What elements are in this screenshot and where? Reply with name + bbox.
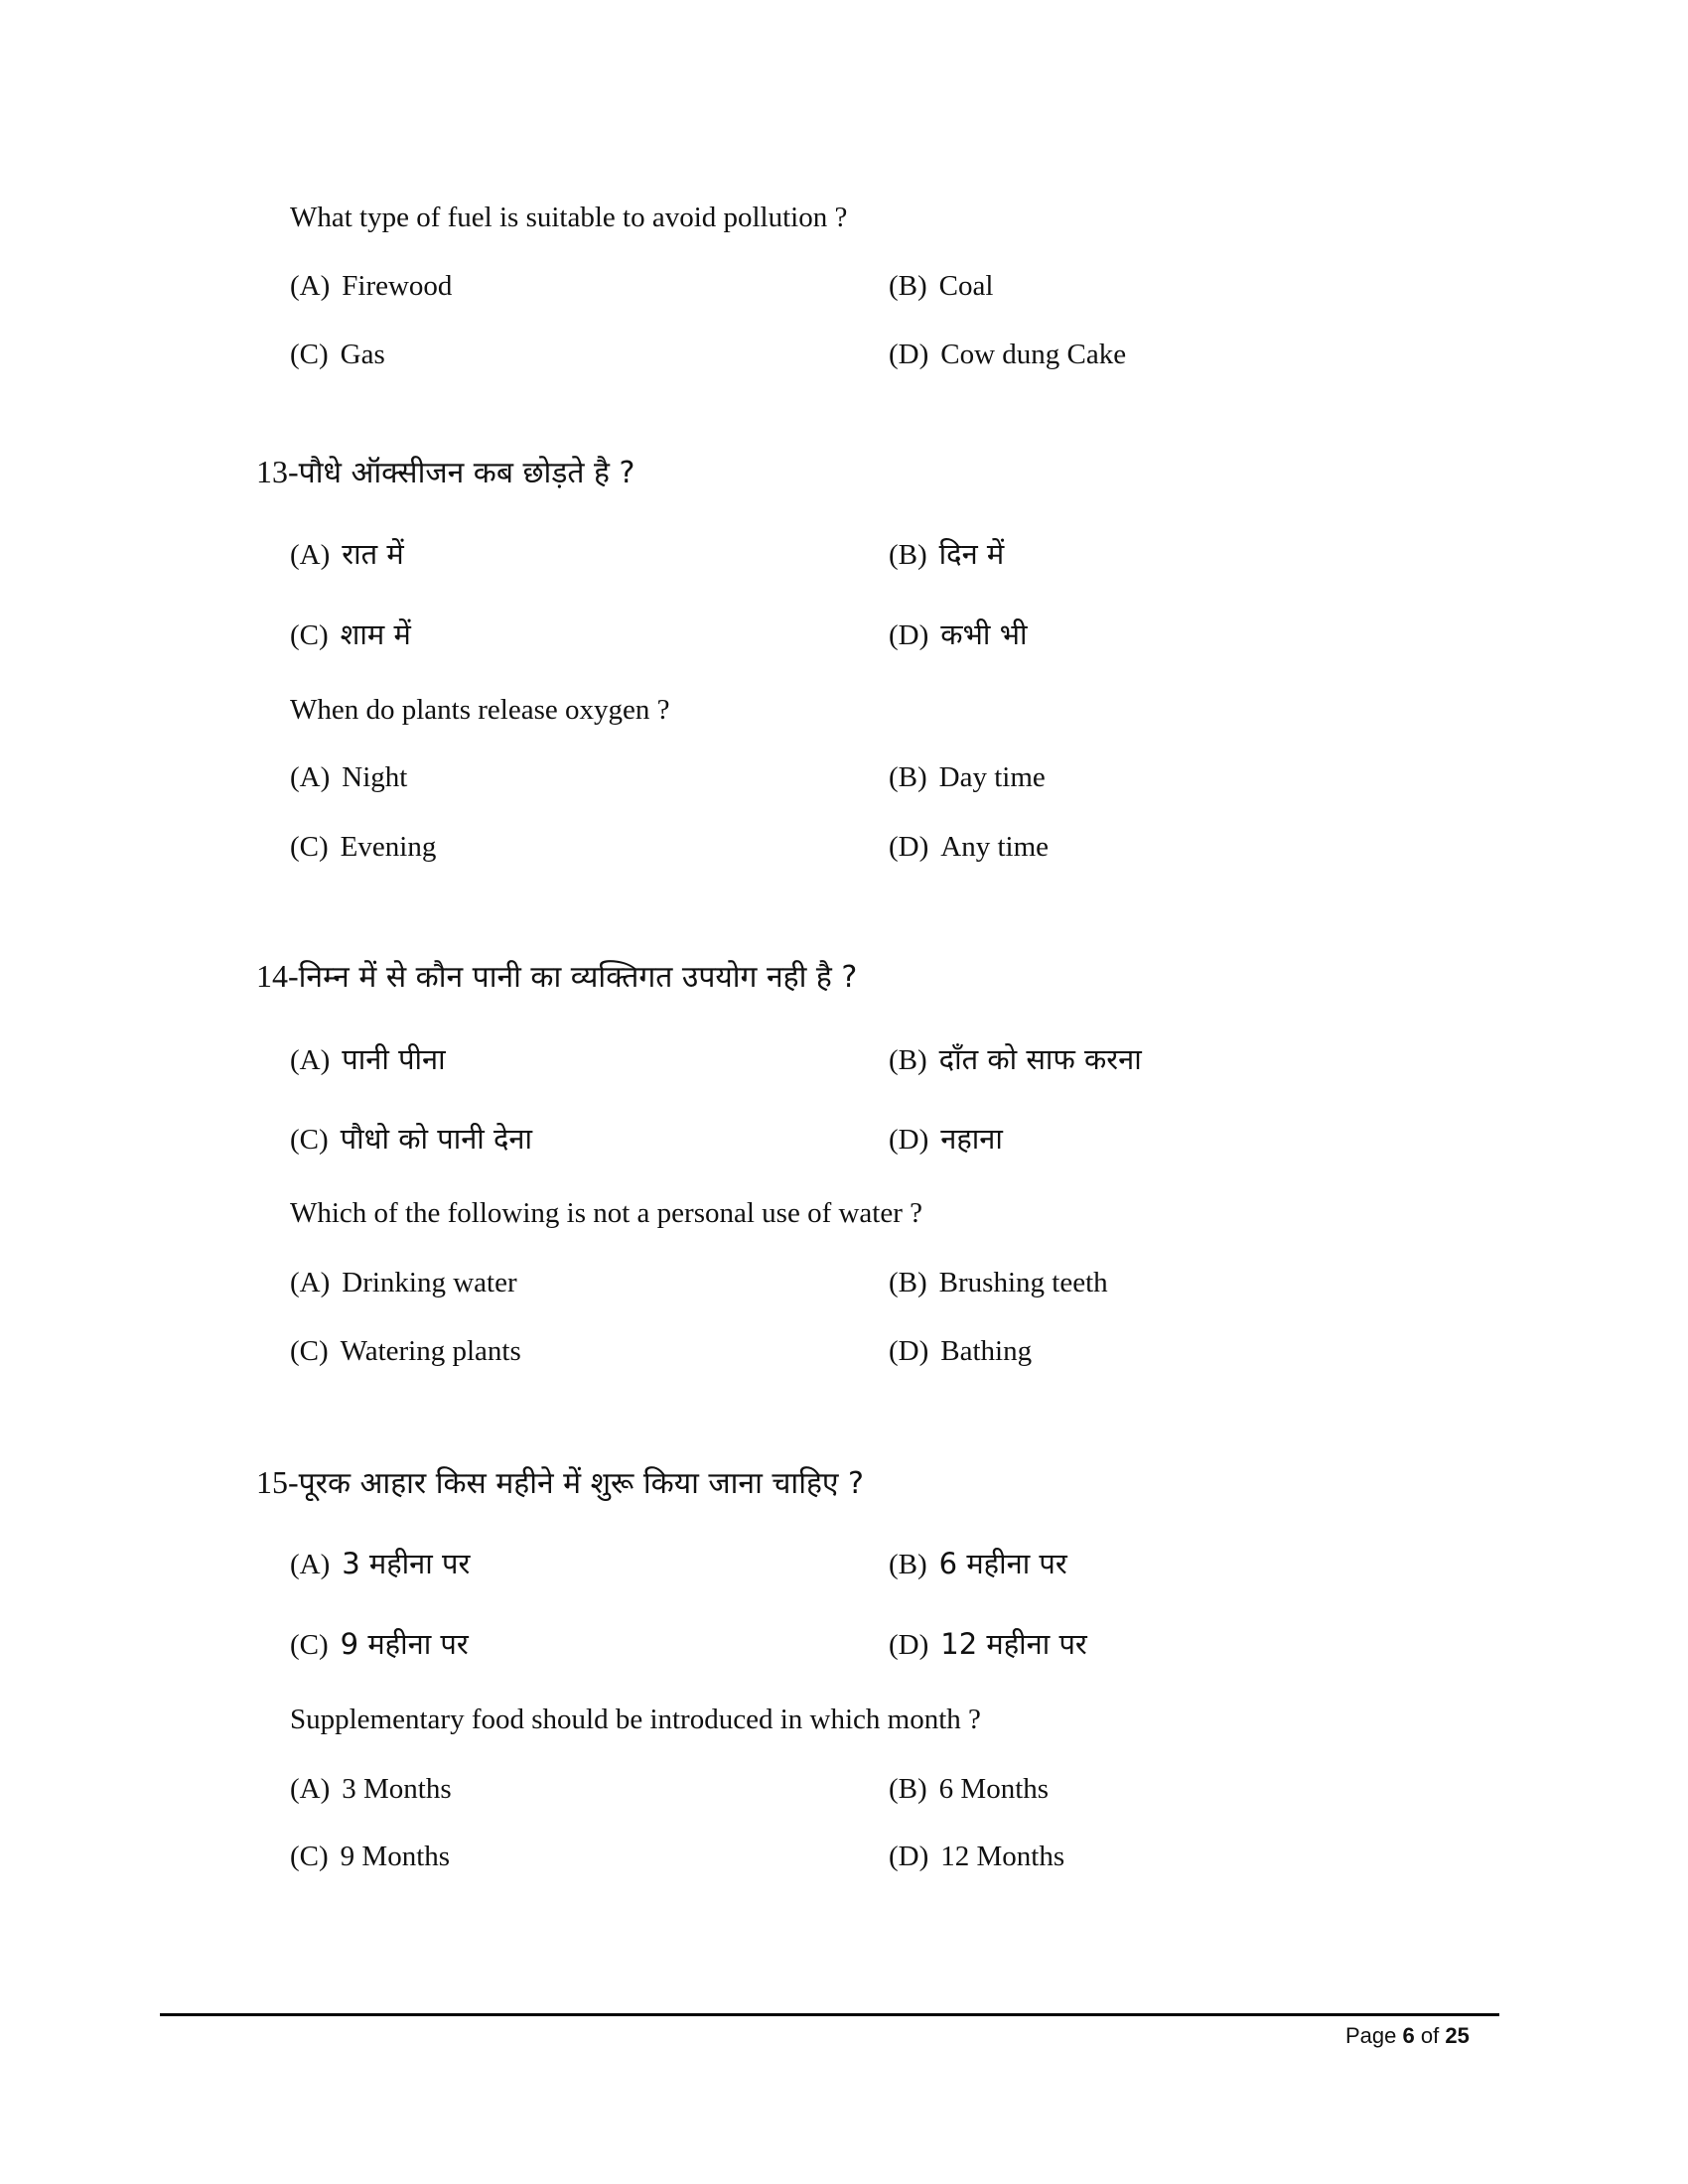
option-text: कभी भी — [940, 617, 1028, 651]
option-key: (B) — [889, 270, 927, 302]
option-text: 12 महीना पर — [940, 1627, 1087, 1661]
option-key: (A) — [290, 539, 331, 571]
option-b — [889, 264, 993, 308]
option-b — [889, 755, 1046, 799]
option-text: 6 महीना पर — [938, 1547, 1067, 1580]
question-12-english-text: What type of fuel is suitable to avoid pollution ? — [290, 202, 848, 233]
option-d — [889, 333, 1126, 376]
question-hindi-text: पूरक आहार किस महीने में शुरू किया जाना चाहिए ? — [298, 1466, 864, 1501]
option-key: (D) — [889, 1629, 929, 1661]
question-14-hindi — [256, 954, 857, 998]
option-key: (C) — [290, 619, 329, 651]
option-text: 12 Months — [940, 1841, 1065, 1872]
option-a-hindi — [290, 1037, 446, 1081]
question-15-english-text: Supplementary food should be introduced in which month ? — [290, 1704, 981, 1735]
question-15-hindi — [256, 1460, 864, 1504]
option-key: (B) — [889, 539, 927, 571]
option-key: (D) — [889, 831, 929, 863]
option-text: Firewood — [342, 270, 453, 302]
option-text: रात में — [342, 537, 404, 571]
of-label: of — [1420, 2023, 1440, 2048]
option-text: पानी पीना — [342, 1042, 446, 1076]
option-text: Day time — [938, 761, 1046, 793]
option-text: पौधो को पानी देना — [340, 1122, 533, 1156]
option-c — [290, 1835, 450, 1878]
option-text: Drinking water — [342, 1267, 517, 1298]
option-a — [290, 755, 407, 799]
option-d-hindi — [889, 1117, 1003, 1160]
option-b-hindi — [889, 532, 1004, 576]
option-c-hindi — [290, 613, 411, 656]
option-key: (A) — [290, 1267, 331, 1298]
option-text: Brushing teeth — [938, 1267, 1108, 1298]
option-text: नहाना — [940, 1122, 1003, 1156]
question-number: 13- — [256, 454, 299, 489]
option-text: 3 Months — [342, 1773, 452, 1805]
option-key: (C) — [290, 831, 329, 863]
option-text: Any time — [940, 831, 1050, 863]
option-key: (A) — [290, 1773, 331, 1805]
footer-divider — [160, 2013, 1499, 2016]
option-key: (D) — [889, 1841, 929, 1872]
option-key: (A) — [290, 1549, 331, 1580]
question-14-english-text: Which of the following is not a personal use of water ? — [290, 1197, 923, 1229]
page-label: Page — [1345, 2023, 1397, 2048]
option-d-hindi — [889, 613, 1028, 656]
option-text: Evening — [340, 831, 437, 863]
option-a — [290, 1261, 517, 1304]
option-a — [290, 1767, 452, 1811]
option-a — [290, 264, 452, 308]
option-key: (D) — [889, 1124, 929, 1156]
option-text: Watering plants — [340, 1335, 521, 1367]
option-key: (C) — [290, 1335, 329, 1367]
question-13-english-text: When do plants release oxygen ? — [290, 694, 670, 726]
option-b — [889, 1261, 1108, 1304]
option-b-hindi — [889, 1542, 1067, 1585]
option-text: दिन में — [938, 537, 1005, 571]
option-text: 9 Months — [340, 1841, 451, 1872]
option-text: Night — [342, 761, 408, 793]
option-key: (B) — [889, 1267, 927, 1298]
option-key: (B) — [889, 761, 927, 793]
option-text: Gas — [340, 339, 385, 370]
option-a-hindi — [290, 532, 404, 576]
option-c-hindi — [290, 1622, 469, 1666]
option-d — [889, 1329, 1032, 1373]
option-key: (B) — [889, 1044, 927, 1076]
option-key: (A) — [290, 761, 331, 793]
option-key: (D) — [889, 1335, 929, 1367]
question-hindi-text: निम्न में से कौन पानी का व्यक्तिगत उपयोग नही है ? — [298, 960, 858, 995]
option-d-hindi — [889, 1622, 1087, 1666]
current-page: 6 — [1402, 2023, 1415, 2048]
option-key: (C) — [290, 1629, 329, 1661]
option-text: Cow dung Cake — [940, 339, 1127, 370]
option-key: (D) — [889, 619, 929, 651]
option-text: शाम में — [340, 617, 411, 651]
option-d — [889, 1835, 1064, 1878]
option-key: (B) — [889, 1773, 927, 1805]
option-key: (B) — [889, 1549, 927, 1580]
option-key: (C) — [290, 1841, 329, 1872]
question-number: 15- — [256, 1464, 299, 1500]
total-pages: 25 — [1445, 2023, 1470, 2048]
option-b-hindi — [889, 1037, 1142, 1081]
page-number — [1345, 2021, 1470, 2051]
option-text: दाँत को साफ करना — [938, 1042, 1142, 1076]
option-key: (C) — [290, 1124, 329, 1156]
option-c — [290, 333, 385, 376]
question-13-hindi — [256, 450, 634, 493]
option-text: 9 महीना पर — [340, 1627, 469, 1661]
option-a-hindi — [290, 1542, 470, 1585]
option-key: (A) — [290, 1044, 331, 1076]
option-c-hindi — [290, 1117, 532, 1160]
option-b — [889, 1767, 1049, 1811]
option-d — [889, 825, 1049, 869]
option-key: (D) — [889, 339, 929, 370]
option-text: Bathing — [940, 1335, 1033, 1367]
option-c — [290, 825, 436, 869]
question-hindi-text: पौधे ऑक्सीजन कब छोड़ते है ? — [298, 456, 635, 490]
option-key: (C) — [290, 339, 329, 370]
question-number: 14- — [256, 958, 299, 994]
option-text: 6 Months — [938, 1773, 1050, 1805]
option-text: Coal — [938, 270, 994, 302]
option-text: 3 महीना पर — [342, 1547, 471, 1580]
option-key: (A) — [290, 270, 331, 302]
option-c — [290, 1329, 521, 1373]
